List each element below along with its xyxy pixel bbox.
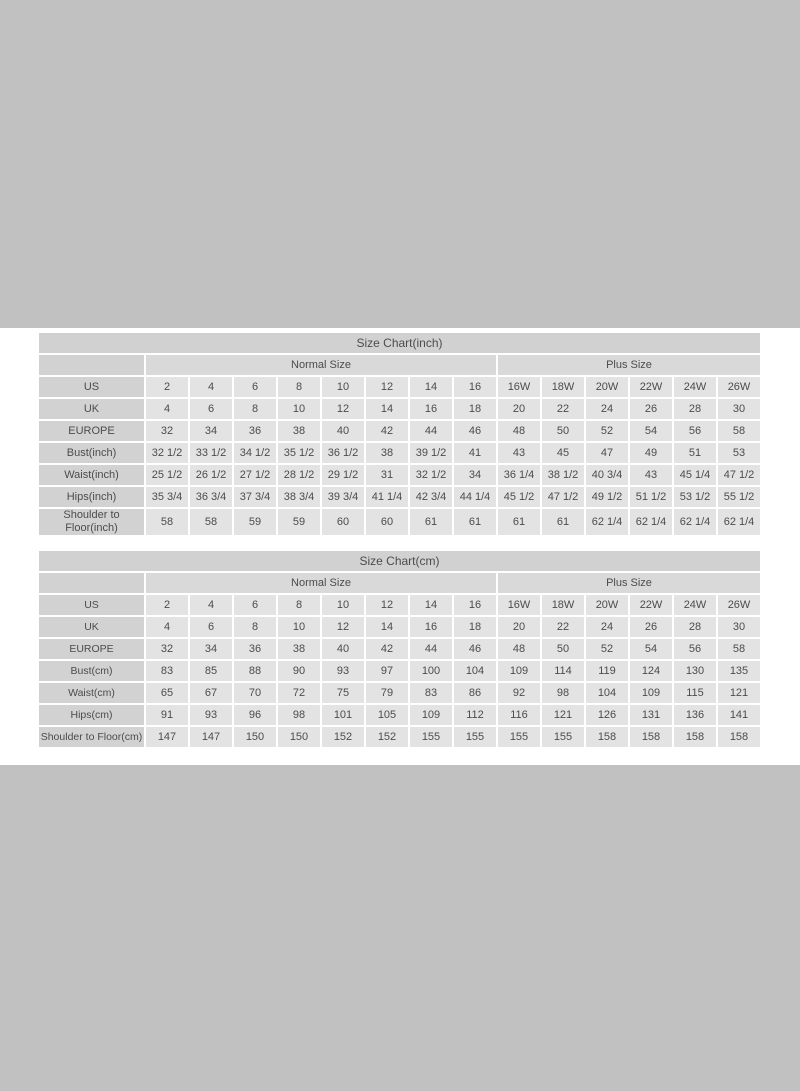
size-cell: 18: [454, 617, 496, 637]
size-cell: 30: [718, 399, 760, 419]
size-cell: 45: [542, 443, 584, 463]
size-cell: 4: [190, 377, 232, 397]
size-cell: 18W: [542, 377, 584, 397]
size-cell: 6: [190, 617, 232, 637]
size-cell: 36: [234, 639, 276, 659]
size-cell: 61: [498, 509, 540, 535]
size-cell: 90: [278, 661, 320, 681]
row-header: Hips(inch): [39, 487, 144, 507]
size-cell: 48: [498, 421, 540, 441]
size-cell: 40 3/4: [586, 465, 628, 485]
size-cell: 85: [190, 661, 232, 681]
size-cell: 32 1/2: [410, 465, 452, 485]
size-cell: 56: [674, 421, 716, 441]
size-cell: 26: [630, 399, 672, 419]
size-cell: 8: [278, 377, 320, 397]
size-cell: 33 1/2: [190, 443, 232, 463]
size-cell: 72: [278, 683, 320, 703]
size-cell: 42: [366, 639, 408, 659]
size-cell: 53 1/2: [674, 487, 716, 507]
size-cell: 16: [454, 377, 496, 397]
size-cell: 18: [454, 399, 496, 419]
size-cell: 93: [322, 661, 364, 681]
size-cell: 25 1/2: [146, 465, 188, 485]
size-cell: 34: [454, 465, 496, 485]
size-cell: 8: [234, 617, 276, 637]
size-cell: 54: [630, 639, 672, 659]
size-cell: 8: [234, 399, 276, 419]
size-cell: 14: [410, 377, 452, 397]
size-cell: 32: [146, 421, 188, 441]
size-cell: 51: [674, 443, 716, 463]
table-title: Size Chart(cm): [39, 551, 760, 571]
size-cell: 20: [498, 399, 540, 419]
size-cell: 26 1/2: [190, 465, 232, 485]
size-cell: 10: [322, 377, 364, 397]
size-cell: 8: [278, 595, 320, 615]
size-cell: 41 1/4: [366, 487, 408, 507]
size-cell: 26W: [718, 595, 760, 615]
size-cell: 24: [586, 399, 628, 419]
size-cell: 51 1/2: [630, 487, 672, 507]
size-cell: 37 3/4: [234, 487, 276, 507]
size-cell: 50: [542, 639, 584, 659]
corner-cell: [39, 355, 144, 375]
size-cell: 130: [674, 661, 716, 681]
size-cell: 55 1/2: [718, 487, 760, 507]
size-cell: 26: [630, 617, 672, 637]
size-cell: 48: [498, 639, 540, 659]
size-cell: 36 1/4: [498, 465, 540, 485]
size-cell: 59: [234, 509, 276, 535]
size-cell: 58: [190, 509, 232, 535]
column-group-header: Normal Size: [146, 355, 496, 375]
size-cell: 43: [630, 465, 672, 485]
size-cell: 14: [410, 595, 452, 615]
size-cell: 20W: [586, 377, 628, 397]
size-cell: 43: [498, 443, 540, 463]
size-cell: 24W: [674, 595, 716, 615]
size-cell: 62 1/4: [718, 509, 760, 535]
size-cell: 40: [322, 421, 364, 441]
size-cell: 104: [454, 661, 496, 681]
row-header: US: [39, 595, 144, 615]
size-cell: 101: [322, 705, 364, 725]
size-cell: 155: [542, 727, 584, 747]
size-cell: 4: [146, 399, 188, 419]
size-cell: 12: [322, 399, 364, 419]
size-cell: 36 1/2: [322, 443, 364, 463]
size-cell: 36 3/4: [190, 487, 232, 507]
size-cell: 155: [410, 727, 452, 747]
size-cell: 136: [674, 705, 716, 725]
size-cell: 60: [366, 509, 408, 535]
column-group-header: Normal Size: [146, 573, 496, 593]
size-cell: 158: [718, 727, 760, 747]
size-cell: 98: [542, 683, 584, 703]
size-cell: 20: [498, 617, 540, 637]
size-cell: 12: [366, 595, 408, 615]
size-cell: 46: [454, 421, 496, 441]
size-cell: 38: [278, 639, 320, 659]
size-cell: 93: [190, 705, 232, 725]
size-cell: 158: [586, 727, 628, 747]
size-cell: 34: [190, 639, 232, 659]
size-cell: 4: [190, 595, 232, 615]
row-header: Bust(cm): [39, 661, 144, 681]
size-cell: 16W: [498, 595, 540, 615]
size-cell: 61: [542, 509, 584, 535]
size-cell: 16: [410, 399, 452, 419]
size-cell: 50: [542, 421, 584, 441]
row-header: EUROPE: [39, 639, 144, 659]
size-cell: 26W: [718, 377, 760, 397]
size-cell: 126: [586, 705, 628, 725]
size-cell: 124: [630, 661, 672, 681]
size-cell: 88: [234, 661, 276, 681]
size-cell: 27 1/2: [234, 465, 276, 485]
size-cell: 22: [542, 399, 584, 419]
size-cell: 12: [366, 377, 408, 397]
size-cell: 116: [498, 705, 540, 725]
size-cell: 119: [586, 661, 628, 681]
size-cell: 47 1/2: [718, 465, 760, 485]
size-cell: 22: [542, 617, 584, 637]
row-header: US: [39, 377, 144, 397]
size-chart-panel: [0, 328, 800, 765]
size-cell: 52: [586, 421, 628, 441]
size-cell: 12: [322, 617, 364, 637]
size-cell: 35 1/2: [278, 443, 320, 463]
size-cell: 44 1/4: [454, 487, 496, 507]
size-cell: 155: [498, 727, 540, 747]
size-cell: 152: [322, 727, 364, 747]
size-cell: 39 3/4: [322, 487, 364, 507]
size-cell: 2: [146, 595, 188, 615]
size-cell: 96: [234, 705, 276, 725]
row-header: Waist(inch): [39, 465, 144, 485]
size-cell: 30: [718, 617, 760, 637]
size-chart-cm-table: [37, 549, 762, 749]
row-header: Shoulder to Floor(cm): [39, 727, 144, 747]
size-cell: 79: [366, 683, 408, 703]
size-cell: 91: [146, 705, 188, 725]
size-cell: 70: [234, 683, 276, 703]
size-cell: 34 1/2: [234, 443, 276, 463]
row-header: Shoulder to Floor(inch): [39, 509, 144, 535]
size-cell: 150: [278, 727, 320, 747]
size-cell: 131: [630, 705, 672, 725]
size-cell: 112: [454, 705, 496, 725]
size-cell: 45 1/2: [498, 487, 540, 507]
size-cell: 86: [454, 683, 496, 703]
size-cell: 6: [234, 595, 276, 615]
size-cell: 135: [718, 661, 760, 681]
size-cell: 141: [718, 705, 760, 725]
size-cell: 38: [278, 421, 320, 441]
size-cell: 61: [454, 509, 496, 535]
size-cell: 34: [190, 421, 232, 441]
size-cell: 16: [454, 595, 496, 615]
size-cell: 38 3/4: [278, 487, 320, 507]
size-cell: 121: [542, 705, 584, 725]
size-cell: 16: [410, 617, 452, 637]
size-cell: 38: [366, 443, 408, 463]
size-cell: 54: [630, 421, 672, 441]
size-cell: 18W: [542, 595, 584, 615]
size-cell: 41: [454, 443, 496, 463]
size-cell: 40: [322, 639, 364, 659]
size-cell: 109: [630, 683, 672, 703]
size-cell: 104: [586, 683, 628, 703]
size-cell: 109: [498, 661, 540, 681]
size-cell: 114: [542, 661, 584, 681]
row-header: UK: [39, 399, 144, 419]
size-cell: 39 1/2: [410, 443, 452, 463]
row-header: UK: [39, 617, 144, 637]
size-cell: 59: [278, 509, 320, 535]
size-cell: 2: [146, 377, 188, 397]
size-cell: 4: [146, 617, 188, 637]
size-cell: 58: [146, 509, 188, 535]
size-cell: 105: [366, 705, 408, 725]
size-cell: 14: [366, 399, 408, 419]
size-cell: 98: [278, 705, 320, 725]
size-cell: 75: [322, 683, 364, 703]
row-header: Bust(inch): [39, 443, 144, 463]
size-cell: 6: [234, 377, 276, 397]
size-cell: 49: [630, 443, 672, 463]
size-cell: 20W: [586, 595, 628, 615]
size-cell: 31: [366, 465, 408, 485]
size-cell: 46: [454, 639, 496, 659]
size-cell: 65: [146, 683, 188, 703]
size-cell: 121: [718, 683, 760, 703]
size-cell: 28: [674, 617, 716, 637]
size-cell: 147: [190, 727, 232, 747]
table-title: Size Chart(inch): [39, 333, 760, 353]
size-cell: 97: [366, 661, 408, 681]
size-cell: 83: [410, 683, 452, 703]
size-cell: 45 1/4: [674, 465, 716, 485]
size-cell: 67: [190, 683, 232, 703]
size-cell: 100: [410, 661, 452, 681]
size-cell: 38 1/2: [542, 465, 584, 485]
size-cell: 22W: [630, 377, 672, 397]
size-cell: 60: [322, 509, 364, 535]
size-cell: 10: [278, 399, 320, 419]
size-cell: 16W: [498, 377, 540, 397]
size-cell: 29 1/2: [322, 465, 364, 485]
size-cell: 109: [410, 705, 452, 725]
corner-cell: [39, 573, 144, 593]
size-cell: 49 1/2: [586, 487, 628, 507]
size-chart-inch-table: [37, 331, 762, 537]
size-cell: 22W: [630, 595, 672, 615]
size-cell: 24: [586, 617, 628, 637]
size-cell: 42 3/4: [410, 487, 452, 507]
size-cell: 58: [718, 421, 760, 441]
size-cell: 47 1/2: [542, 487, 584, 507]
size-cell: 152: [366, 727, 408, 747]
size-cell: 10: [322, 595, 364, 615]
column-group-header: Plus Size: [498, 355, 760, 375]
size-cell: 52: [586, 639, 628, 659]
size-cell: 6: [190, 399, 232, 419]
size-cell: 44: [410, 639, 452, 659]
size-cell: 32 1/2: [146, 443, 188, 463]
size-cell: 158: [674, 727, 716, 747]
row-header: Hips(cm): [39, 705, 144, 725]
row-header: EUROPE: [39, 421, 144, 441]
size-cell: 92: [498, 683, 540, 703]
size-cell: 28: [674, 399, 716, 419]
size-cell: 61: [410, 509, 452, 535]
size-cell: 147: [146, 727, 188, 747]
size-cell: 42: [366, 421, 408, 441]
size-cell: 47: [586, 443, 628, 463]
size-cell: 115: [674, 683, 716, 703]
size-cell: 36: [234, 421, 276, 441]
size-cell: 53: [718, 443, 760, 463]
size-cell: 32: [146, 639, 188, 659]
size-cell: 62 1/4: [586, 509, 628, 535]
size-cell: 56: [674, 639, 716, 659]
size-cell: 35 3/4: [146, 487, 188, 507]
size-cell: 14: [366, 617, 408, 637]
size-cell: 10: [278, 617, 320, 637]
column-group-header: Plus Size: [498, 573, 760, 593]
size-cell: 150: [234, 727, 276, 747]
size-cell: 62 1/4: [630, 509, 672, 535]
size-cell: 62 1/4: [674, 509, 716, 535]
size-cell: 83: [146, 661, 188, 681]
row-header: Waist(cm): [39, 683, 144, 703]
size-cell: 24W: [674, 377, 716, 397]
size-cell: 58: [718, 639, 760, 659]
size-cell: 28 1/2: [278, 465, 320, 485]
size-cell: 155: [454, 727, 496, 747]
size-cell: 158: [630, 727, 672, 747]
size-cell: 44: [410, 421, 452, 441]
